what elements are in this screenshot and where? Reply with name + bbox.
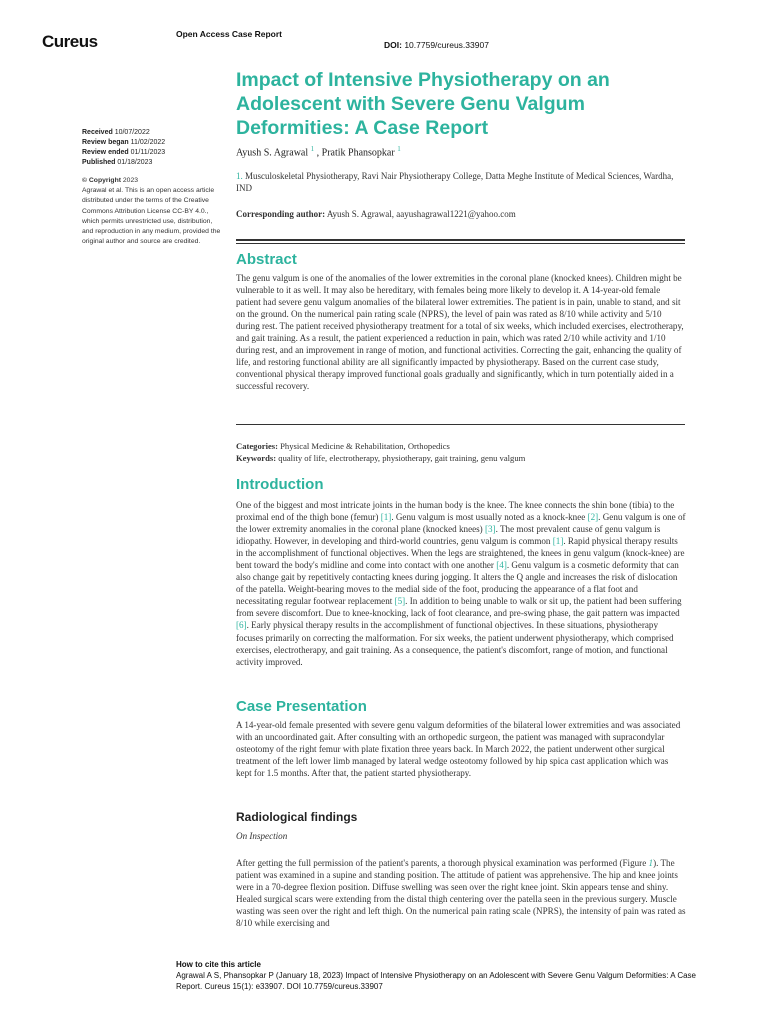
citation-link[interactable]: [2] [587, 512, 599, 523]
review-began-date: Review began 11/02/2022 [82, 139, 166, 146]
corresponding-author: Corresponding author: Ayush S. Agrawal, aayushagrawal1221@yahoo.com [236, 209, 516, 219]
categories: Categories: Physical Medicine & Rehabilitation, Orthopedics [236, 441, 450, 451]
categories-keywords [236, 440, 686, 464]
section-divider [236, 239, 685, 244]
doi-value[interactable]: 10.7759/cureus.33907 [404, 40, 489, 50]
author-list: Ayush S. Agrawal $^1$ , Pratik Phansopkar $^1$ [236, 145, 401, 159]
citation-link[interactable]: [5] [394, 596, 406, 607]
citation-link[interactable]: [3] [484, 524, 496, 535]
license-text: Agrawal et al. This is an open access article distributed under the terms of the Creative Commons Attribution License CC-BY 4.0., which permits unrestricted use, distribution, and reproduction in any medium, provided the original author and source are credited. [82, 187, 221, 246]
cite-label: How to cite this article [176, 960, 261, 969]
keywords: Keywords: quality of life, electrotherapy, physiotherapy, gait training, genu valgum [236, 453, 526, 463]
case-presentation-heading: Case Presentation [236, 698, 367, 715]
radiological-findings-heading: Radiological findings [236, 810, 358, 824]
citation-link[interactable]: [4] [496, 560, 507, 571]
figure-link[interactable]: 1 [648, 858, 654, 868]
copyright-notice: © Copyright 2023 Agrawal et al. This is an open access article distributed under the terms of the Creative Commons Attribution License CC-BY 4.0., which permits unrestricted use, distribution, and reproduction in any medium, provided the original author and source are credited. [82, 176, 224, 247]
citation-footer [176, 959, 716, 992]
citation-link[interactable]: [6] [236, 620, 247, 631]
cureus-logo: Cureus [42, 32, 98, 51]
introduction-heading: Introduction [236, 476, 324, 493]
on-inspection-subheading: On Inspection [236, 831, 288, 841]
abstract-heading: Abstract [236, 251, 297, 268]
author-name[interactable]: Pratik Phansopkar [321, 147, 395, 159]
doi-label: DOI: [384, 40, 402, 50]
article-type: Open Access Case Report [176, 29, 282, 39]
review-ended-date: Review ended 01/11/2023 [82, 149, 166, 156]
received-date: Received 10/07/2022 [82, 129, 150, 136]
author-name[interactable]: Ayush S. Agrawal [236, 147, 309, 159]
article-title: Impact of Intensive Physiotherapy on an Adolescent with Severe Genu Valgum Deformities: A Case Report [236, 69, 610, 139]
introduction-text: One of the biggest and most intricate joints in the human body is the knee. The knee connects the shin bone (tibia) to the proximal end of the thigh bone (femur) [1]. Genu valgum is most usually noted as a knock-knee [2]. Genu valgum is one of the lower extremity anomalies in the coronal plane (knocked knees) [3]. The most prevalent cause of genu valgum is idiopathy. However, in developing and third-world countries, genu valgum is common [1]. Rapid physical therapy results in the accomplishment of functional objectives. When the legs are straightened, the knees in genu valgum (knock-knee) are bent toward the body's midline and come into contact with one another [4]. Genu valgum is a cosmetic deformity that can also change gait by repetitively contacting knees during jogging. It alters the Q angle and increases the risk of dislocation of the patella. Weight-bearing moves to the medial side of the foot, producing the appearance of a flat foot and necessitating regular footwear replacement [5]. In addition to being unable to walk or sit up, the patient had been suffering from severe discomfort. Due to knee-knocking, lack of foot clearance, and pre-swing phase, the gait pattern was impacted [6]. Early physical therapy results in the accomplishment of functional objectives. In these situations, physiotherapy focuses primarily on correcting the malformation. For six weeks, the patient underwent physiotherapy, which comprised exercises, electrotherapy, and gait training. As a consequence, the patient's discomfort, range of motion, and functional activity improved. [236, 500, 686, 667]
section-divider [236, 424, 685, 425]
citation-text: Agrawal A S, Phansopkar P (January 18, 2023) Impact of Intensive Physiotherapy on an Adolescent with Severe Genu Valgum Deformities: A Case Report. Cureus 15(1): e33907. DOI 10.7759/cureus.33907 [176, 971, 696, 991]
citation-link[interactable]: [1] [380, 512, 392, 523]
article-dates [82, 128, 222, 168]
abstract-text: The genu valgum is one of the anomalies of the lower extremities in the coronal plane (knocked knees). Children might be vulnerable to it as well. It may also be hereditary, with females being more likely to develop it. A 14-year-old female patient had severe genu valgum anomalies of the bilateral lower extremities. The patient is in pain, unable to stand, and sit on the ground. On the numerical pain rating scale (NPRS), the level of pain was rated as 8/10 while activity and 5/10 during rest. The patient received physiotherapy treatment for a total of six weeks, which included exercises, electrotherapy, and gait training. As a result, the patient experienced a reduction in pain, which was rated 2/10 while activity and 1/10 during rest, and an improvement in range of motion, and functional activities. Correcting the gait, enhancing the quality of life, and restoring functional ability are all significantly impacted by physiotherapy. Based on the current case study, conventional physical therapy improved functional goals gradually and significantly, which in turn potentially aided in a successful recovery. [236, 273, 684, 392]
inspection-text: After getting the full permission of the patient's parents, a thorough physical examination was performed (Figure 1). The patient was examined in a supine and standing position. The attitude of patient was apprehensive. The hip and knee joints were in a 70-degree flexion position. Diffuse swelling was seen over the right knee joint. Skin appears tense and shiny. Healed surgical scars were extending from the distal thigh centering over the patella seen in the previous surgery. Muscle wasting was seen over the right and left thigh. On the numerical pain rating scale (NPRS), the intensity of pain was rated as 8/10 while exercising and [236, 858, 686, 929]
published-date: Published 01/18/2023 [82, 159, 153, 166]
citation-link[interactable]: [1] [552, 536, 564, 547]
doi[interactable] [384, 40, 489, 50]
case-presentation-text: A 14-year-old female presented with severe genu valgum deformities of the bilateral lower extremities and was associated with an uncoordinated gait. After consulting with an orthopedic surgeon, the patient was managed with supracondylar osteotomy of the right femur with plate fixation three years back. In March 2022, the patient underwent other surgical treatment of the left lower limb managed by lateral wedge osteotomy followed by hip spica cast application which was kept for 1.5 months. After that, the patient started physiotherapy. [236, 720, 681, 779]
affiliation: 1. Musculoskeletal Physiotherapy, Ravi Nair Physiotherapy College, Datta Meghe Institute of Medical Sciences, Wardha, IND [236, 171, 674, 193]
